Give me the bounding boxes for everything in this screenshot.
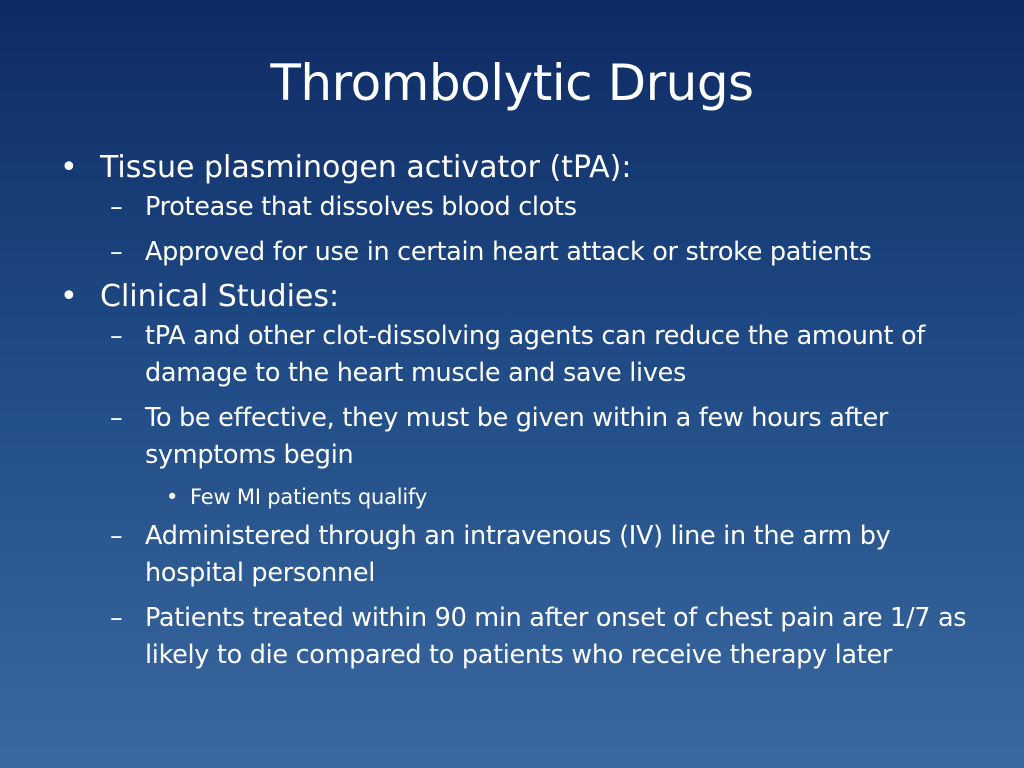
dash-marker: – — [110, 192, 123, 222]
sub-bullet-text: Patients treated within 90 min after onset of chest pain are 1/7 as likely to die compared to patients who receive therapy later — [145, 603, 967, 670]
sub-bullet-text: Administered through an intravenous (IV) line in the arm by hospital personnel — [145, 521, 891, 588]
bullet-marker: • — [60, 279, 78, 314]
sub-bullet-text: To be effective, they must be given within a few hours after symptoms begin — [145, 403, 889, 470]
bullet-marker: • — [60, 150, 78, 185]
sub-bullet-item — [60, 318, 980, 392]
dash-marker: – — [110, 521, 123, 551]
sub-bullet-item — [60, 189, 980, 226]
sub-bullet-item — [60, 518, 980, 592]
sub-sub-bullet-text: Few MI patients qualify — [190, 485, 428, 509]
bullet-item-clinical-studies — [60, 279, 980, 315]
sub-bullet-text: Approved for use in certain heart attack or stroke patients — [145, 237, 872, 267]
sub-sub-bullet-item — [60, 482, 980, 512]
sub-bullet-item — [60, 234, 980, 271]
bullet-list — [60, 150, 980, 682]
dash-marker: – — [110, 603, 123, 633]
dash-marker: – — [110, 403, 123, 433]
sub-bullet-item — [60, 600, 980, 674]
slide-title: Thrombolytic Drugs — [270, 54, 754, 112]
bullet-marker: • — [166, 485, 179, 509]
sub-bullet-item — [60, 400, 980, 474]
dash-marker: – — [110, 237, 123, 267]
dash-marker: – — [110, 321, 123, 351]
bullet-text: Tissue plasminogen activator (tPA): — [100, 150, 632, 185]
sub-bullet-text: tPA and other clot-dissolving agents can reduce the amount of damage to the heart muscle and save lives — [145, 321, 925, 388]
bullet-item-tpa — [60, 150, 980, 186]
bullet-text: Clinical Studies: — [100, 279, 340, 314]
sub-bullet-text: Protease that dissolves blood clots — [145, 192, 577, 222]
